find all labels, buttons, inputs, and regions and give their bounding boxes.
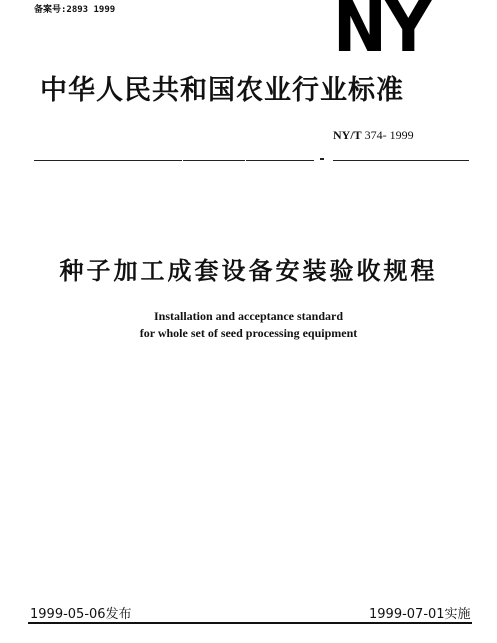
header-divider: [333, 160, 469, 161]
header-divider: [183, 160, 245, 161]
header-title: 中华人民共和国农业行业标准: [40, 75, 404, 106]
header-divider: [34, 160, 182, 161]
header-divider: [246, 160, 314, 161]
english-title-line-2: for whole set of seed processing equipment: [139, 326, 358, 340]
record-number: 备案号:2893 1999: [34, 5, 116, 15]
standard-code-number: 374- 1999: [361, 128, 414, 142]
ny-logo: NY: [333, 0, 430, 68]
standard-code: [333, 128, 414, 143]
standard-code-prefix: NY/T: [333, 128, 362, 142]
english-title-line-1: Installation and acceptance standard: [153, 309, 344, 323]
issue-date: 1999-05-06发布: [30, 607, 132, 622]
header-divider-mark: [320, 158, 324, 160]
document-title-chinese: 种子加工成套设备安装验收规程: [59, 257, 438, 285]
document-title-english: [0, 308, 497, 342]
footer-divider: [28, 622, 472, 624]
effective-date: 1999-07-01实施: [369, 607, 471, 622]
